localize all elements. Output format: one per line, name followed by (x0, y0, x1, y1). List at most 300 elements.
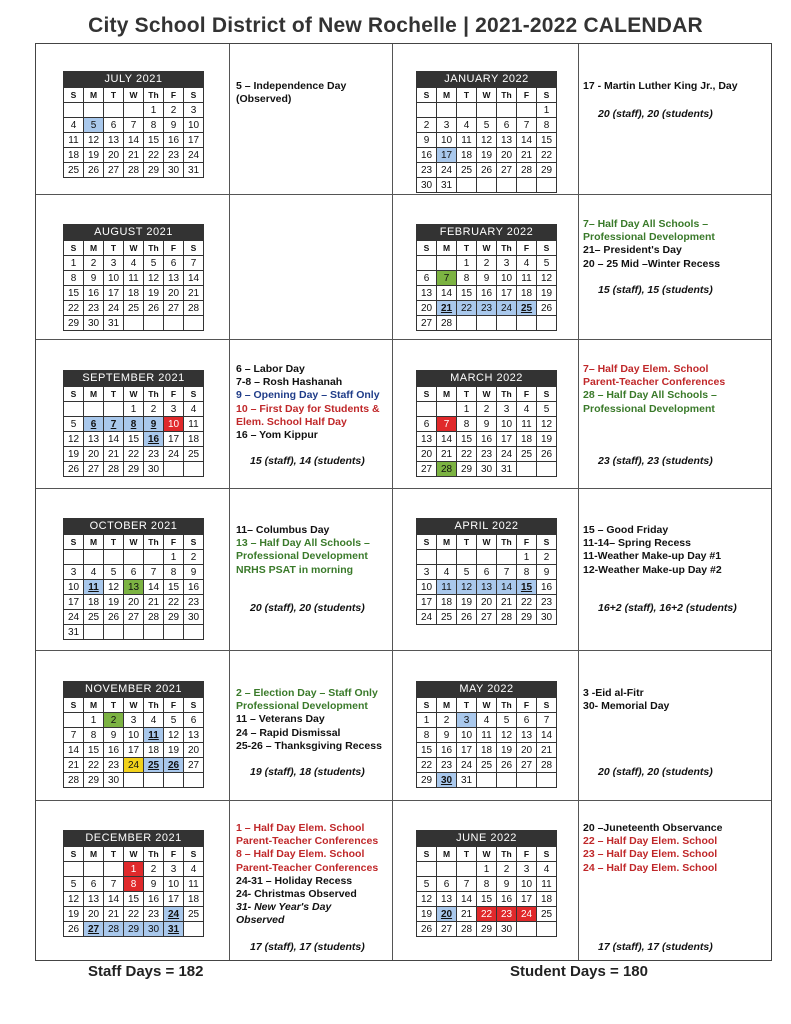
note-line: 20 –Juneteenth Observance (583, 822, 723, 834)
day-cell: 3 (457, 713, 477, 728)
day-cell: 16 (537, 580, 557, 595)
weekday-label: T (457, 241, 477, 256)
day-cell (84, 625, 104, 640)
day-cell: 14 (184, 271, 204, 286)
day-cell: 13 (104, 133, 124, 148)
day-cell: 10 (104, 271, 124, 286)
day-cell: 18 (517, 286, 537, 301)
note-line: 2 – Election Day – Staff Only (236, 687, 378, 699)
note-line: 11-14– Spring Recess (583, 537, 691, 550)
day-cell: 16 (144, 432, 164, 447)
day-cell: 21 (497, 595, 517, 610)
day-cell (537, 773, 557, 788)
weekday-label: F (517, 88, 537, 103)
day-cell: 17 (457, 743, 477, 758)
day-cell: 25 (184, 447, 204, 462)
day-cell: 9 (104, 728, 124, 743)
day-cell (144, 625, 164, 640)
day-cell: 30 (437, 773, 457, 788)
day-cell: 4 (477, 713, 497, 728)
day-cell: 11 (457, 133, 477, 148)
day-cell: 31 (104, 316, 124, 331)
weekday-label: S (417, 847, 437, 862)
day-cell: 19 (537, 286, 557, 301)
day-cell: 18 (64, 148, 84, 163)
day-cell: 9 (497, 877, 517, 892)
day-cell: 27 (164, 301, 184, 316)
day-cell: 13 (84, 892, 104, 907)
weekday-label: M (437, 387, 457, 402)
note-line: 31- New Year's Day (236, 901, 332, 914)
day-cell: 19 (497, 743, 517, 758)
weekday-label: W (477, 387, 497, 402)
day-cell (457, 550, 477, 565)
day-cell: 1 (417, 713, 437, 728)
day-cell (144, 316, 164, 331)
day-cell: 30 (104, 773, 124, 788)
day-cell: 11 (537, 877, 557, 892)
day-cell: 15 (124, 892, 144, 907)
day-cell: 12 (144, 271, 164, 286)
weekday-label: T (104, 535, 124, 550)
day-cell: 5 (104, 565, 124, 580)
divider (36, 650, 771, 651)
weekday-label: S (537, 847, 557, 862)
day-cell (84, 402, 104, 417)
day-cell (497, 103, 517, 118)
day-cell: 24 (164, 447, 184, 462)
day-cell: 17 (437, 148, 457, 163)
day-cell (537, 316, 557, 331)
day-cell: 28 (104, 922, 124, 937)
day-cell: 24 (517, 907, 537, 922)
day-cell: 22 (124, 907, 144, 922)
day-cell: 5 (417, 877, 437, 892)
day-cell: 22 (457, 301, 477, 316)
day-cell (477, 316, 497, 331)
weekday-label: Th (497, 535, 517, 550)
day-cell: 30 (184, 610, 204, 625)
day-cell: 7 (457, 877, 477, 892)
weekday-label: S (417, 241, 437, 256)
weekday-label: F (164, 847, 184, 862)
day-cell: 10 (457, 728, 477, 743)
weekday-label: M (84, 387, 104, 402)
day-cell: 9 (164, 118, 184, 133)
day-cell: 27 (517, 758, 537, 773)
day-cell: 25 (144, 758, 164, 773)
day-cell: 25 (437, 610, 457, 625)
day-cell: 3 (184, 103, 204, 118)
day-cell (104, 550, 124, 565)
weekday-label: M (437, 241, 457, 256)
weekday-label: S (64, 387, 84, 402)
weekday-label: W (477, 241, 497, 256)
day-cell: 20 (417, 447, 437, 462)
day-cell: 17 (417, 595, 437, 610)
day-cell (124, 550, 144, 565)
note-line: Parent-Teacher Conferences (583, 376, 726, 389)
day-cell: 8 (517, 565, 537, 580)
day-cell: 11 (144, 728, 164, 743)
day-cell: 2 (477, 402, 497, 417)
month-notes-december-2021 (236, 822, 378, 928)
note-line: 24 – Half Day Elem. School (583, 861, 718, 874)
day-cell: 15 (144, 133, 164, 148)
divider (36, 488, 771, 489)
weekday-label: F (517, 698, 537, 713)
day-cell: 24 (497, 447, 517, 462)
weekday-label: M (437, 88, 457, 103)
day-cell: 20 (164, 286, 184, 301)
divider (36, 194, 771, 195)
day-cell: 20 (477, 595, 497, 610)
note-line: 15 – Good Friday (583, 524, 669, 536)
day-cell: 11 (437, 580, 457, 595)
note-line: Parent-Teacher Conferences (236, 861, 379, 874)
day-cell: 14 (104, 892, 124, 907)
weekday-label: T (104, 698, 124, 713)
day-cell: 21 (457, 907, 477, 922)
note-line: 12-Weather Make-up Day #2 (583, 563, 722, 576)
day-counts-september-2021: 15 (staff), 14 (students) (250, 455, 365, 467)
day-cell: 18 (537, 892, 557, 907)
day-cell: 8 (417, 728, 437, 743)
weekday-label: T (457, 88, 477, 103)
day-cell: 13 (517, 728, 537, 743)
day-cell: 29 (84, 773, 104, 788)
day-cell: 31 (64, 625, 84, 640)
day-cell: 9 (84, 271, 104, 286)
day-cell: 14 (104, 432, 124, 447)
day-cell: 30 (417, 178, 437, 193)
note-line: 16 – Yom Kippur (236, 429, 318, 442)
day-cell: 24 (457, 758, 477, 773)
month-notes-march-2022 (583, 363, 725, 416)
day-cell: 12 (64, 892, 84, 907)
day-cell: 11 (64, 133, 84, 148)
day-cell: 26 (477, 163, 497, 178)
day-cell: 27 (184, 758, 204, 773)
day-cell: 23 (144, 907, 164, 922)
note-line: 24- Christmas Observed (236, 888, 357, 901)
weekday-label: S (64, 698, 84, 713)
day-cell: 22 (477, 907, 497, 922)
month-title: NOVEMBER 2021 (64, 682, 204, 698)
month-title: DECEMBER 2021 (64, 831, 204, 847)
day-cell: 27 (497, 163, 517, 178)
day-cell: 27 (417, 316, 437, 331)
day-cell: 26 (104, 610, 124, 625)
day-cell: 27 (417, 462, 437, 477)
day-cell (417, 103, 437, 118)
month-notes-june-2022 (583, 822, 722, 875)
day-cell (104, 402, 124, 417)
day-cell: 20 (437, 907, 457, 922)
day-cell: 1 (64, 256, 84, 271)
day-cell (537, 922, 557, 937)
day-cell: 12 (417, 892, 437, 907)
weekday-label: Th (497, 241, 517, 256)
day-cell: 9 (184, 565, 204, 580)
day-cell: 7 (124, 118, 144, 133)
weekday-label: M (437, 847, 457, 862)
day-cell: 13 (417, 432, 437, 447)
day-cell: 30 (537, 610, 557, 625)
day-cell (84, 550, 104, 565)
month-calendar-march-2022 (416, 370, 557, 477)
day-cell (437, 103, 457, 118)
day-cell: 6 (84, 417, 104, 432)
day-cell: 12 (477, 133, 497, 148)
note-line: 10 – First Day for Students & (236, 402, 380, 415)
day-cell: 21 (104, 447, 124, 462)
day-counts-may-2022: 20 (staff), 20 (students) (598, 766, 713, 778)
day-cell: 16 (417, 148, 437, 163)
weekday-label: M (84, 698, 104, 713)
weekday-label: S (537, 241, 557, 256)
day-cell (64, 103, 84, 118)
day-cell: 21 (104, 907, 124, 922)
day-cell: 14 (124, 133, 144, 148)
day-cell: 12 (104, 580, 124, 595)
day-cell: 5 (537, 402, 557, 417)
day-cell: 31 (437, 178, 457, 193)
day-cell: 13 (84, 432, 104, 447)
month-notes-october-2021 (236, 524, 370, 577)
day-cell: 6 (477, 565, 497, 580)
weekday-label: W (124, 698, 144, 713)
day-cell: 2 (477, 256, 497, 271)
day-cell: 31 (164, 922, 184, 937)
day-cell (64, 862, 84, 877)
weekday-label: M (437, 535, 457, 550)
day-cell: 17 (517, 892, 537, 907)
day-cell: 11 (184, 417, 204, 432)
weekday-label: S (64, 241, 84, 256)
day-cell: 25 (517, 301, 537, 316)
weekday-label: S (184, 847, 204, 862)
weekday-label: W (124, 88, 144, 103)
month-title: JANUARY 2022 (417, 72, 557, 88)
divider (578, 44, 579, 960)
day-cell: 21 (184, 286, 204, 301)
weekday-label: W (477, 698, 497, 713)
day-cell: 28 (184, 301, 204, 316)
day-cell: 22 (537, 148, 557, 163)
note-line: 1 – Half Day Elem. School (236, 822, 365, 834)
day-cell: 26 (457, 610, 477, 625)
note-line: 3 -Eid al-Fitr (583, 687, 644, 699)
day-cell (517, 178, 537, 193)
day-cell: 10 (417, 580, 437, 595)
weekday-label: S (537, 88, 557, 103)
weekday-label: Th (144, 535, 164, 550)
day-cell: 18 (184, 432, 204, 447)
day-cell: 12 (64, 432, 84, 447)
day-counts-december-2021: 17 (staff), 17 (students) (250, 941, 365, 953)
day-cell: 4 (184, 862, 204, 877)
day-cell: 9 (477, 417, 497, 432)
day-cell: 3 (64, 565, 84, 580)
day-cell (517, 922, 537, 937)
day-cell: 13 (417, 286, 437, 301)
day-cell: 8 (124, 417, 144, 432)
month-title: OCTOBER 2021 (64, 519, 204, 535)
day-cell: 22 (164, 595, 184, 610)
note-line: 8 – Half Day Elem. School (236, 848, 365, 861)
month-notes-september-2021 (236, 363, 380, 442)
note-line: 9 – Opening Day – Staff Only (236, 389, 380, 402)
day-cell: 15 (164, 580, 184, 595)
day-cell: 3 (164, 402, 184, 417)
day-cell: 9 (437, 728, 457, 743)
day-cell: 4 (144, 713, 164, 728)
day-cell: 18 (124, 286, 144, 301)
weekday-label: T (457, 698, 477, 713)
month-title: AUGUST 2021 (64, 225, 204, 241)
day-cell: 6 (497, 118, 517, 133)
weekday-label: Th (144, 847, 164, 862)
day-cell: 24 (497, 301, 517, 316)
day-cell: 28 (457, 922, 477, 937)
day-cell: 1 (457, 256, 477, 271)
month-title: MAY 2022 (417, 682, 557, 698)
note-line: NRHS PSAT in morning (236, 563, 354, 576)
day-cell (64, 713, 84, 728)
day-cell: 27 (477, 610, 497, 625)
day-cell: 7 (497, 565, 517, 580)
weekday-label: S (537, 387, 557, 402)
weekday-label: S (537, 698, 557, 713)
day-cell: 24 (64, 610, 84, 625)
month-calendar-october-2021 (63, 518, 204, 640)
day-cell: 19 (64, 447, 84, 462)
day-cell: 2 (184, 550, 204, 565)
day-cell: 25 (84, 610, 104, 625)
day-counts-february-2022: 15 (staff), 15 (students) (598, 284, 713, 296)
month-title: MARCH 2022 (417, 371, 557, 387)
day-cell: 4 (437, 565, 457, 580)
month-notes-february-2022 (583, 218, 720, 271)
month-calendar-april-2022 (416, 518, 557, 625)
day-cell: 23 (164, 148, 184, 163)
day-cell: 15 (457, 286, 477, 301)
weekday-label: S (417, 535, 437, 550)
day-cell: 8 (457, 271, 477, 286)
day-cell: 24 (184, 148, 204, 163)
day-cell: 1 (477, 862, 497, 877)
day-cell: 26 (164, 758, 184, 773)
day-cell: 19 (164, 743, 184, 758)
day-cell: 27 (437, 922, 457, 937)
day-cell: 21 (517, 148, 537, 163)
day-cell: 7 (437, 271, 457, 286)
day-cell: 10 (497, 271, 517, 286)
day-cell: 6 (104, 118, 124, 133)
day-cell: 10 (124, 728, 144, 743)
note-line: 24-31 – Holiday Recess (236, 874, 353, 887)
day-cell: 17 (164, 892, 184, 907)
note-line: 22 – Half Day Elem. School (583, 835, 718, 848)
day-cell: 12 (164, 728, 184, 743)
note-line: 11 – Veterans Day (236, 713, 325, 726)
day-cell: 21 (144, 595, 164, 610)
day-cell: 25 (537, 907, 557, 922)
day-cell (144, 773, 164, 788)
weekday-label: S (184, 241, 204, 256)
day-cell: 23 (537, 595, 557, 610)
day-counts-october-2021: 20 (staff), 20 (students) (250, 602, 365, 614)
day-cell: 15 (537, 133, 557, 148)
day-cell: 29 (144, 163, 164, 178)
divider (36, 800, 771, 801)
day-cell: 11 (517, 417, 537, 432)
day-cell: 11 (84, 580, 104, 595)
weekday-label: F (164, 535, 184, 550)
divider (229, 44, 230, 960)
day-cell (417, 402, 437, 417)
day-cell: 1 (164, 550, 184, 565)
day-cell: 22 (144, 148, 164, 163)
day-cell: 29 (124, 922, 144, 937)
day-cell: 29 (477, 922, 497, 937)
day-cell: 20 (497, 148, 517, 163)
day-cell (84, 103, 104, 118)
weekday-label: W (477, 847, 497, 862)
weekday-label: S (417, 88, 437, 103)
page-title: City School District of New Rochelle | 2021-2022 CALENDAR (88, 14, 703, 37)
day-cell: 5 (457, 565, 477, 580)
day-counts-april-2022: 16+2 (staff), 16+2 (students) (598, 602, 737, 614)
day-cell: 19 (417, 907, 437, 922)
weekday-label: S (417, 387, 437, 402)
day-counts-january-2022: 20 (staff), 20 (students) (598, 108, 713, 120)
day-cell: 16 (497, 892, 517, 907)
day-cell: 31 (184, 163, 204, 178)
day-cell: 8 (84, 728, 104, 743)
day-cell: 8 (144, 118, 164, 133)
day-cell (104, 103, 124, 118)
day-cell: 17 (124, 743, 144, 758)
day-cell: 30 (497, 922, 517, 937)
day-cell: 23 (497, 907, 517, 922)
weekday-label: S (64, 847, 84, 862)
day-cell: 13 (124, 580, 144, 595)
note-line: 5 – Independence Day (236, 80, 347, 92)
day-cell: 4 (517, 402, 537, 417)
day-cell: 5 (64, 417, 84, 432)
day-cell: 22 (64, 301, 84, 316)
note-line: 13 – Half Day All Schools – (236, 537, 370, 550)
day-cell: 2 (437, 713, 457, 728)
day-cell: 26 (64, 462, 84, 477)
day-cell: 3 (437, 118, 457, 133)
weekday-label: M (437, 698, 457, 713)
day-cell: 19 (104, 595, 124, 610)
day-cell: 14 (437, 286, 457, 301)
day-cell: 19 (84, 148, 104, 163)
day-cell: 1 (517, 550, 537, 565)
month-calendar-august-2021 (63, 224, 204, 331)
month-notes-may-2022 (583, 687, 669, 713)
month-calendar-february-2022 (416, 224, 557, 331)
note-line: 20 – 25 Mid –Winter Recess (583, 257, 721, 270)
day-cell: 8 (164, 565, 184, 580)
note-line: 21– President's Day (583, 244, 682, 257)
day-cell: 30 (144, 922, 164, 937)
note-line: 7– Half Day Elem. School (583, 363, 709, 375)
